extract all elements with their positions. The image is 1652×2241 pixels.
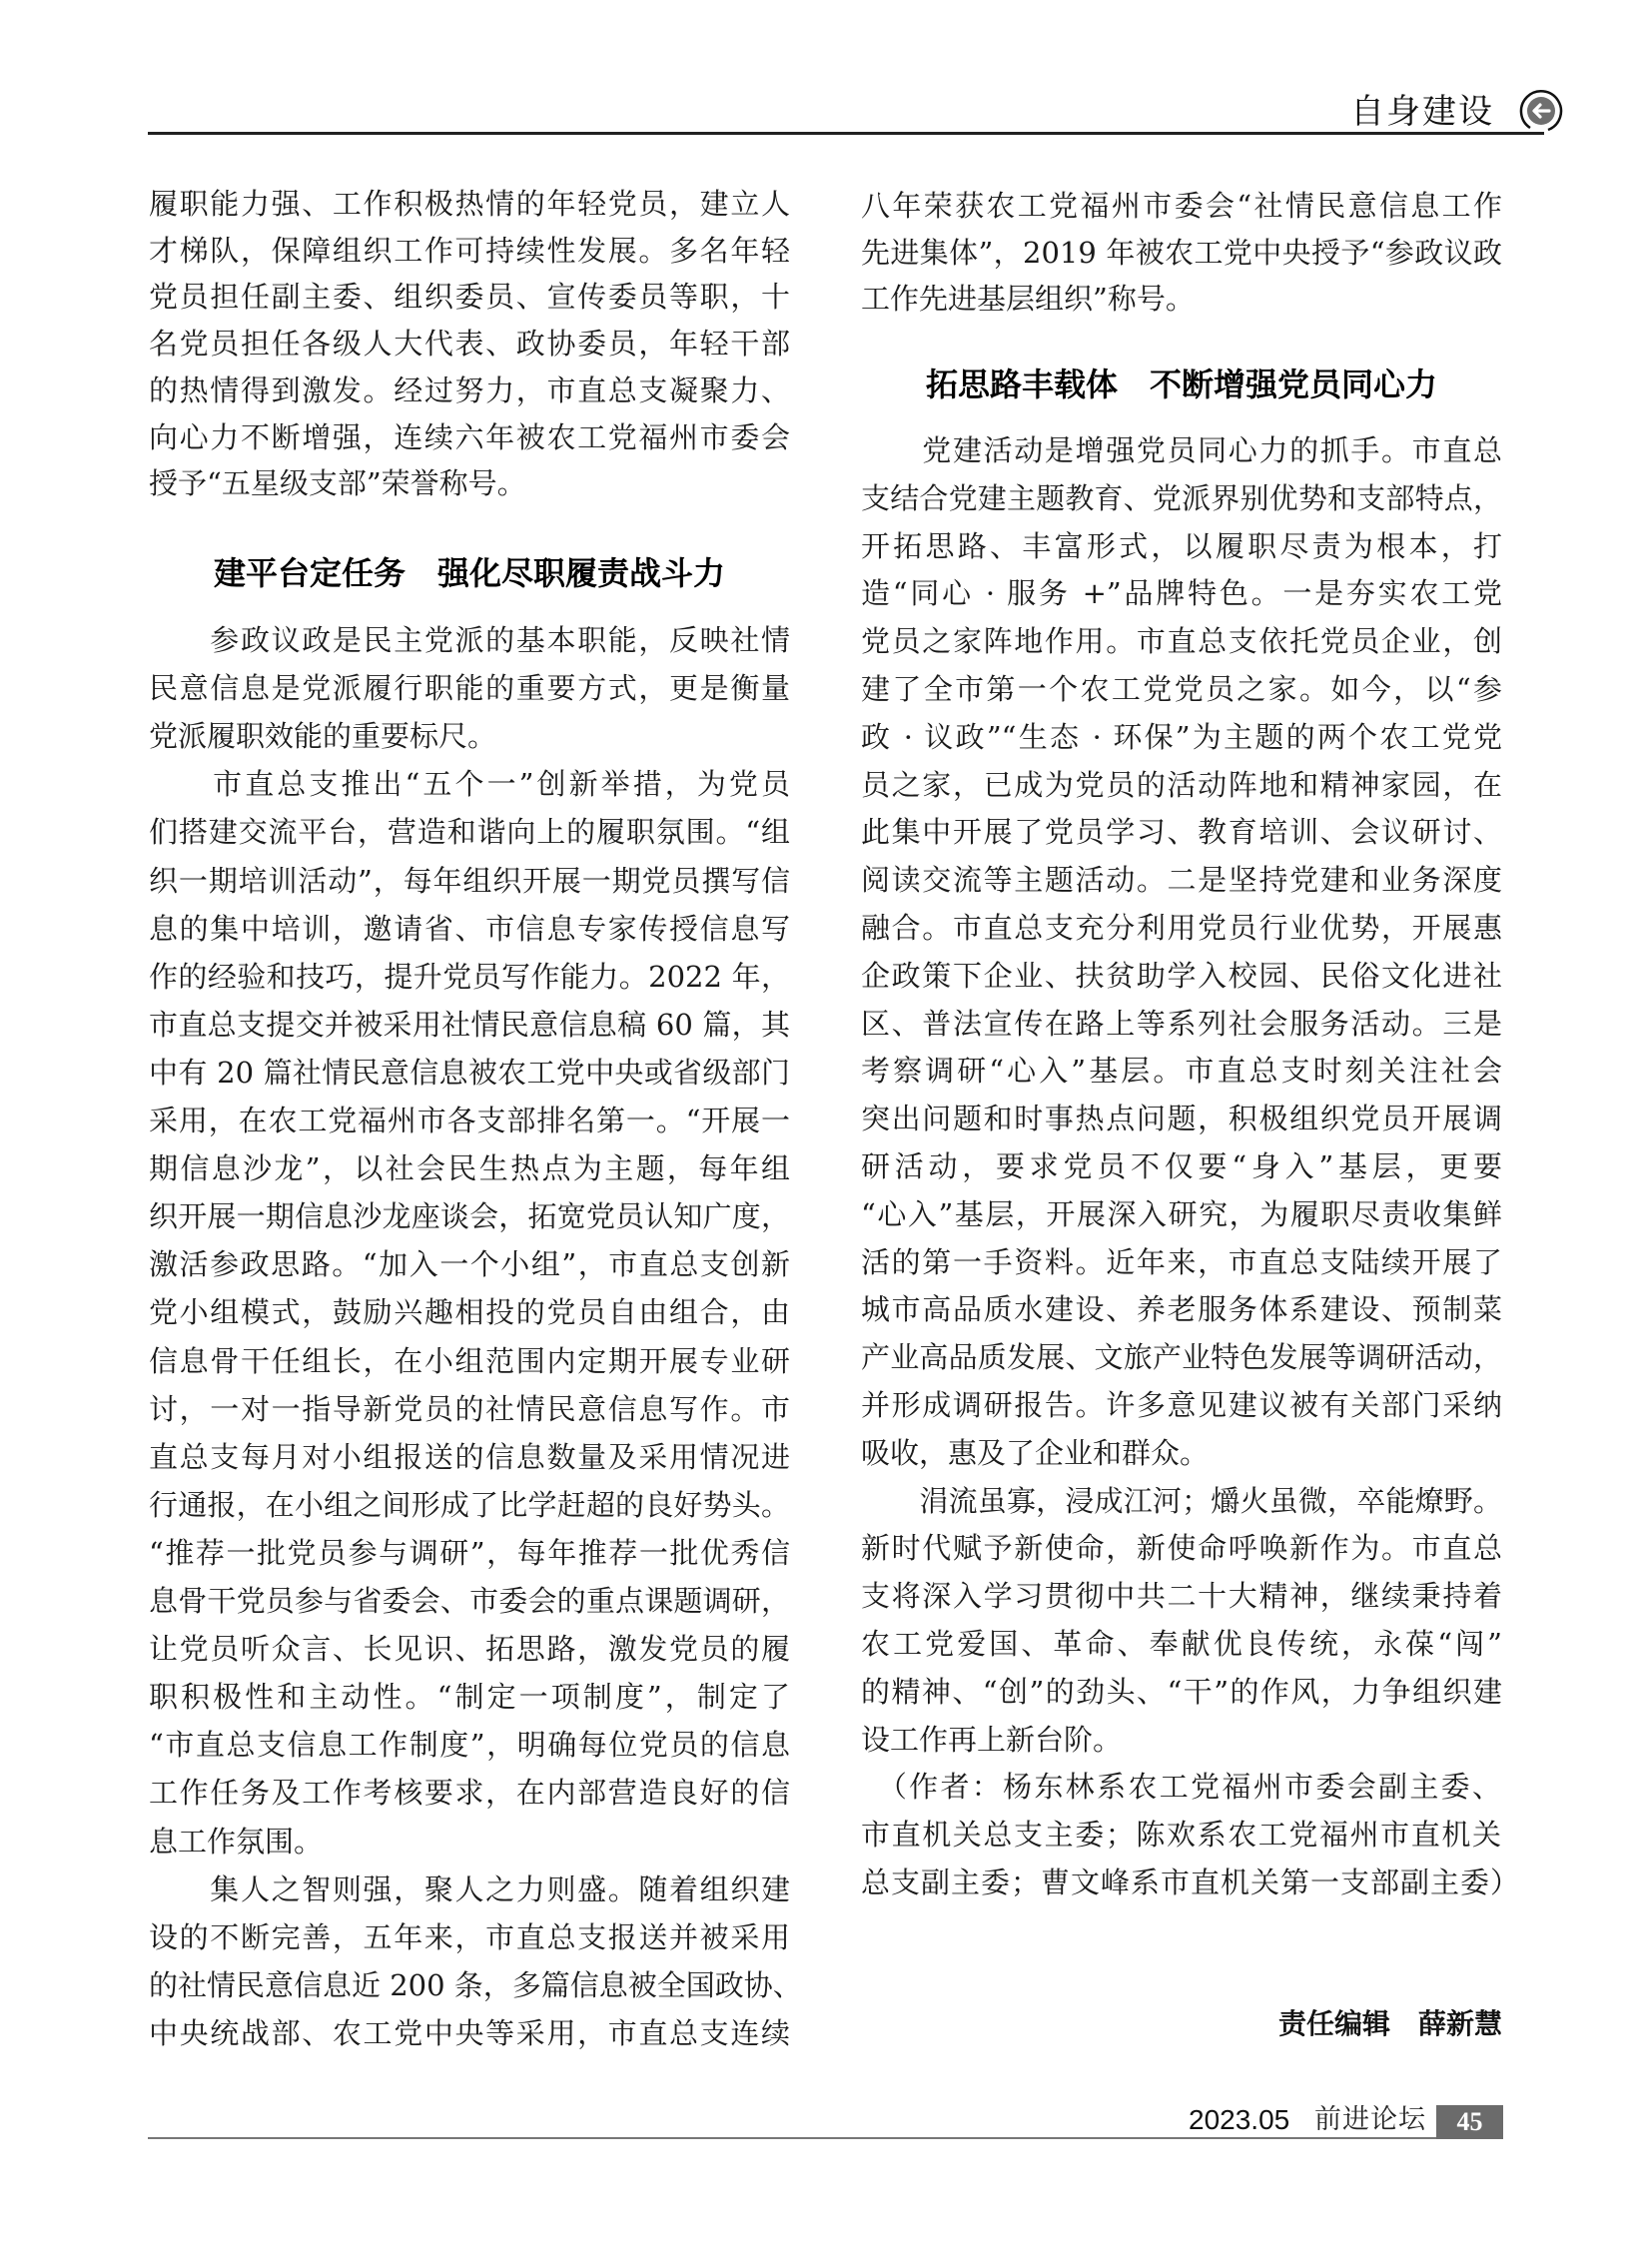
section-title: 自身建设 <box>1350 92 1494 132</box>
text-line: 产业高品质发展、文旅产业特色发展等调研活动， <box>861 1340 1502 1375</box>
text-line: 活的第一手资料。近年来，市直总支陆续开展了 <box>861 1244 1502 1279</box>
text-line: （作者：杨东林系农工党福州市委会副主委、 <box>861 1770 1502 1805</box>
text-line: 市直总支推出“五个一”创新举措，为党员 <box>149 767 790 802</box>
text-line: 期信息沙龙”，以社会民生热点为主题，每年组 <box>149 1151 790 1186</box>
text-line: 支将深入学习贯彻中共二十大精神，继续秉持着 <box>861 1579 1502 1614</box>
text-line: 党员之家阵地作用。市直总支依托党员企业，创 <box>861 624 1502 659</box>
text-line: 开拓思路、丰富形式，以履职尽责为根本，打 <box>861 528 1502 563</box>
text-line: 息的集中培训，邀请省、市信息专家传授信息写 <box>149 911 790 946</box>
text-line: 设工作再上新台阶。 <box>861 1722 1123 1757</box>
text-line: 市直总支提交并被采用社情民意信息稿 60 篇，其 <box>149 1007 790 1042</box>
text-line: “推荐一批党员参与调研”，每年推荐一批优秀信 <box>149 1535 790 1570</box>
page-number: 45 <box>1436 2105 1503 2139</box>
issue-date: 2023.05 <box>1189 2104 1290 2135</box>
text-line: 支结合党建主题教育、党派界别优势和支部特点， <box>861 480 1502 515</box>
text-line: 作的经验和技巧，提升党员写作能力。2022 年， <box>149 959 790 994</box>
text-line: 企政策下企业、扶贫助学入校园、民俗文化进社 <box>861 958 1502 993</box>
text-line: 参政议政是民主党派的基本职能，反映社情 <box>149 623 790 657</box>
text-line: 总支副主委；曹文峰系市直机关第一支部副主委） <box>861 1866 1521 1899</box>
section-heading-left: 建平台定任务 强化尽职履责战斗力 <box>213 554 725 592</box>
text-line: 讨，一对一指导新党员的社情民意信息写作。市 <box>149 1391 790 1426</box>
text-line: 激活参政思路。“加入一个小组”，市直总支创新 <box>149 1247 790 1282</box>
text-line: 新时代赋予新使命，新使命呼唤新作为。市直总 <box>861 1531 1502 1566</box>
text-line: 织开展一期信息沙龙座谈会，拓宽党员认知广度， <box>149 1199 790 1234</box>
text-line: 行通报，在小组之间形成了比学赶超的良好势头。 <box>149 1487 790 1522</box>
text-line: 织一期培训活动”，每年组织开展一期党员撰写信 <box>149 863 790 898</box>
text-line: 工作任务及工作考核要求，在内部营造良好的信 <box>149 1776 790 1811</box>
text-line: 民意信息是党派履行职能的重要方式，更是衡量 <box>149 671 790 706</box>
responsible-editor: 责任编辑 薛新慧 <box>1277 2007 1502 2040</box>
text-line: 让党员听众言、长见识、拓思路，激发党员的履 <box>149 1632 790 1667</box>
text-line: 先进集体”，2019 年被农工党中央授予“参政议政 <box>861 235 1502 270</box>
text-line: 吸收，惠及了企业和群众。 <box>861 1435 1210 1470</box>
text-line: 设的不断完善，五年来，市直总支报送并被采用 <box>149 1919 790 1954</box>
section-heading-right: 拓思路丰载体 不断增强党员同心力 <box>925 366 1437 403</box>
text-line: 并形成调研报告。许多意见建议被有关部门采纳 <box>861 1388 1502 1422</box>
text-line: 的精神、“创”的劲头、“干”的作风，力争组织建 <box>861 1674 1502 1709</box>
text-line: 工作先进基层组织”称号。 <box>861 282 1195 317</box>
text-line: 息工作氛围。 <box>149 1824 324 1859</box>
text-line: 中央统战部、农工党中央等采用，市直总支连续 <box>149 2015 790 2050</box>
text-line: 员之家，已成为党员的活动阵地和精神家园，在 <box>861 767 1502 802</box>
text-line: 市直机关总支主委；陈欢系农工党福州市直机关 <box>861 1818 1502 1853</box>
text-line: 履职能力强、工作积极热情的年轻党员，建立人 <box>149 187 790 221</box>
text-line: 职积极性和主动性。“制定一项制度”，制定了 <box>149 1680 790 1715</box>
text-line: 党派履职效能的重要标尺。 <box>149 719 497 754</box>
text-line: 向心力不断增强，连续六年被农工党福州市委会 <box>149 419 790 454</box>
text-line: “心入”基层，开展深入研究，为履职尽责收集鲜 <box>861 1196 1502 1231</box>
header-rule <box>148 132 1544 135</box>
text-line: 研活动，要求党员不仅要“身入”基层，更要 <box>861 1149 1502 1183</box>
text-line: 中有 20 篇社情民意信息被农工党中央或省级部门 <box>149 1055 790 1090</box>
text-line: 八年荣获农工党福州市委会“社情民意信息工作 <box>861 189 1502 223</box>
text-line: 集人之智则强，聚人之力则盛。随着组织建 <box>149 1871 790 1906</box>
text-line: 考察调研“心入”基层。市直总支时刻关注社会 <box>861 1054 1502 1089</box>
text-line: 党小组模式，鼓励兴趣相投的党员自由组合，由 <box>149 1295 790 1330</box>
text-line: 政 · 议政”“生态 · 环保”为主题的两个农工党党 <box>861 719 1502 754</box>
text-line: 此集中开展了党员学习、教育培训、会议研讨、 <box>861 815 1502 850</box>
text-line: 授予“五星级支部”荣誉称号。 <box>149 466 526 501</box>
back-arrow-circle-icon <box>1518 88 1564 134</box>
text-line: 突出问题和时事热点问题，积极组织党员开展调 <box>861 1102 1502 1136</box>
text-line: 才梯队，保障组织工作可持续性发展。多名年轻 <box>149 233 790 268</box>
text-line: 造“同心 · 服务 +”品牌特色。一是夯实农工党 <box>861 576 1502 611</box>
text-line: 城市高品质水建设、养老服务体系建设、预制菜 <box>861 1292 1502 1327</box>
text-line: 信息骨干任组长，在小组范围内定期开展专业研 <box>149 1343 790 1378</box>
text-line: 区、普法宣传在路上等系列社会服务活动。三是 <box>861 1006 1502 1041</box>
text-line: 党员担任副主委、组织委员、宣传委员等职，十 <box>149 280 790 315</box>
text-line: 的热情得到激发。经过努力，市直总支凝聚力、 <box>149 373 790 407</box>
text-line: 息骨干党员参与省委会、市委会的重点课题调研， <box>149 1584 790 1618</box>
text-line: 建了全市第一个农工党党员之家。如今，以“参 <box>861 672 1502 706</box>
text-line: 的社情民意信息近 200 条，多篇信息被全国政协、 <box>149 1967 802 2002</box>
text-line: 阅读交流等主题活动。二是坚持党建和业务深度 <box>861 863 1502 898</box>
text-line: 涓流虽寡，浸成江河；爝火虽微，卒能燎野。 <box>861 1483 1502 1518</box>
text-line: 农工党爱国、革命、奉献优良传统，永葆“闯” <box>861 1627 1502 1661</box>
text-line: 们搭建交流平台，营造和谐向上的履职氛围。“组 <box>149 815 790 850</box>
text-line: 党建活动是增强党员同心力的抓手。市直总 <box>861 433 1502 467</box>
magazine-name: 前进论坛 <box>1314 2104 1426 2135</box>
footer-rule <box>148 2137 1438 2139</box>
text-line: 直总支每月对小组报送的信息数量及采用情况进 <box>149 1439 790 1474</box>
text-line: “市直总支信息工作制度”，明确每位党员的信息 <box>149 1728 790 1763</box>
text-line: 采用，在农工党福州市各支部排名第一。“开展一 <box>149 1104 790 1137</box>
text-line: 名党员担任各级人大代表、政协委员，年轻干部 <box>149 327 790 362</box>
text-line: 融合。市直总支充分利用党员行业优势，开展惠 <box>861 911 1502 945</box>
